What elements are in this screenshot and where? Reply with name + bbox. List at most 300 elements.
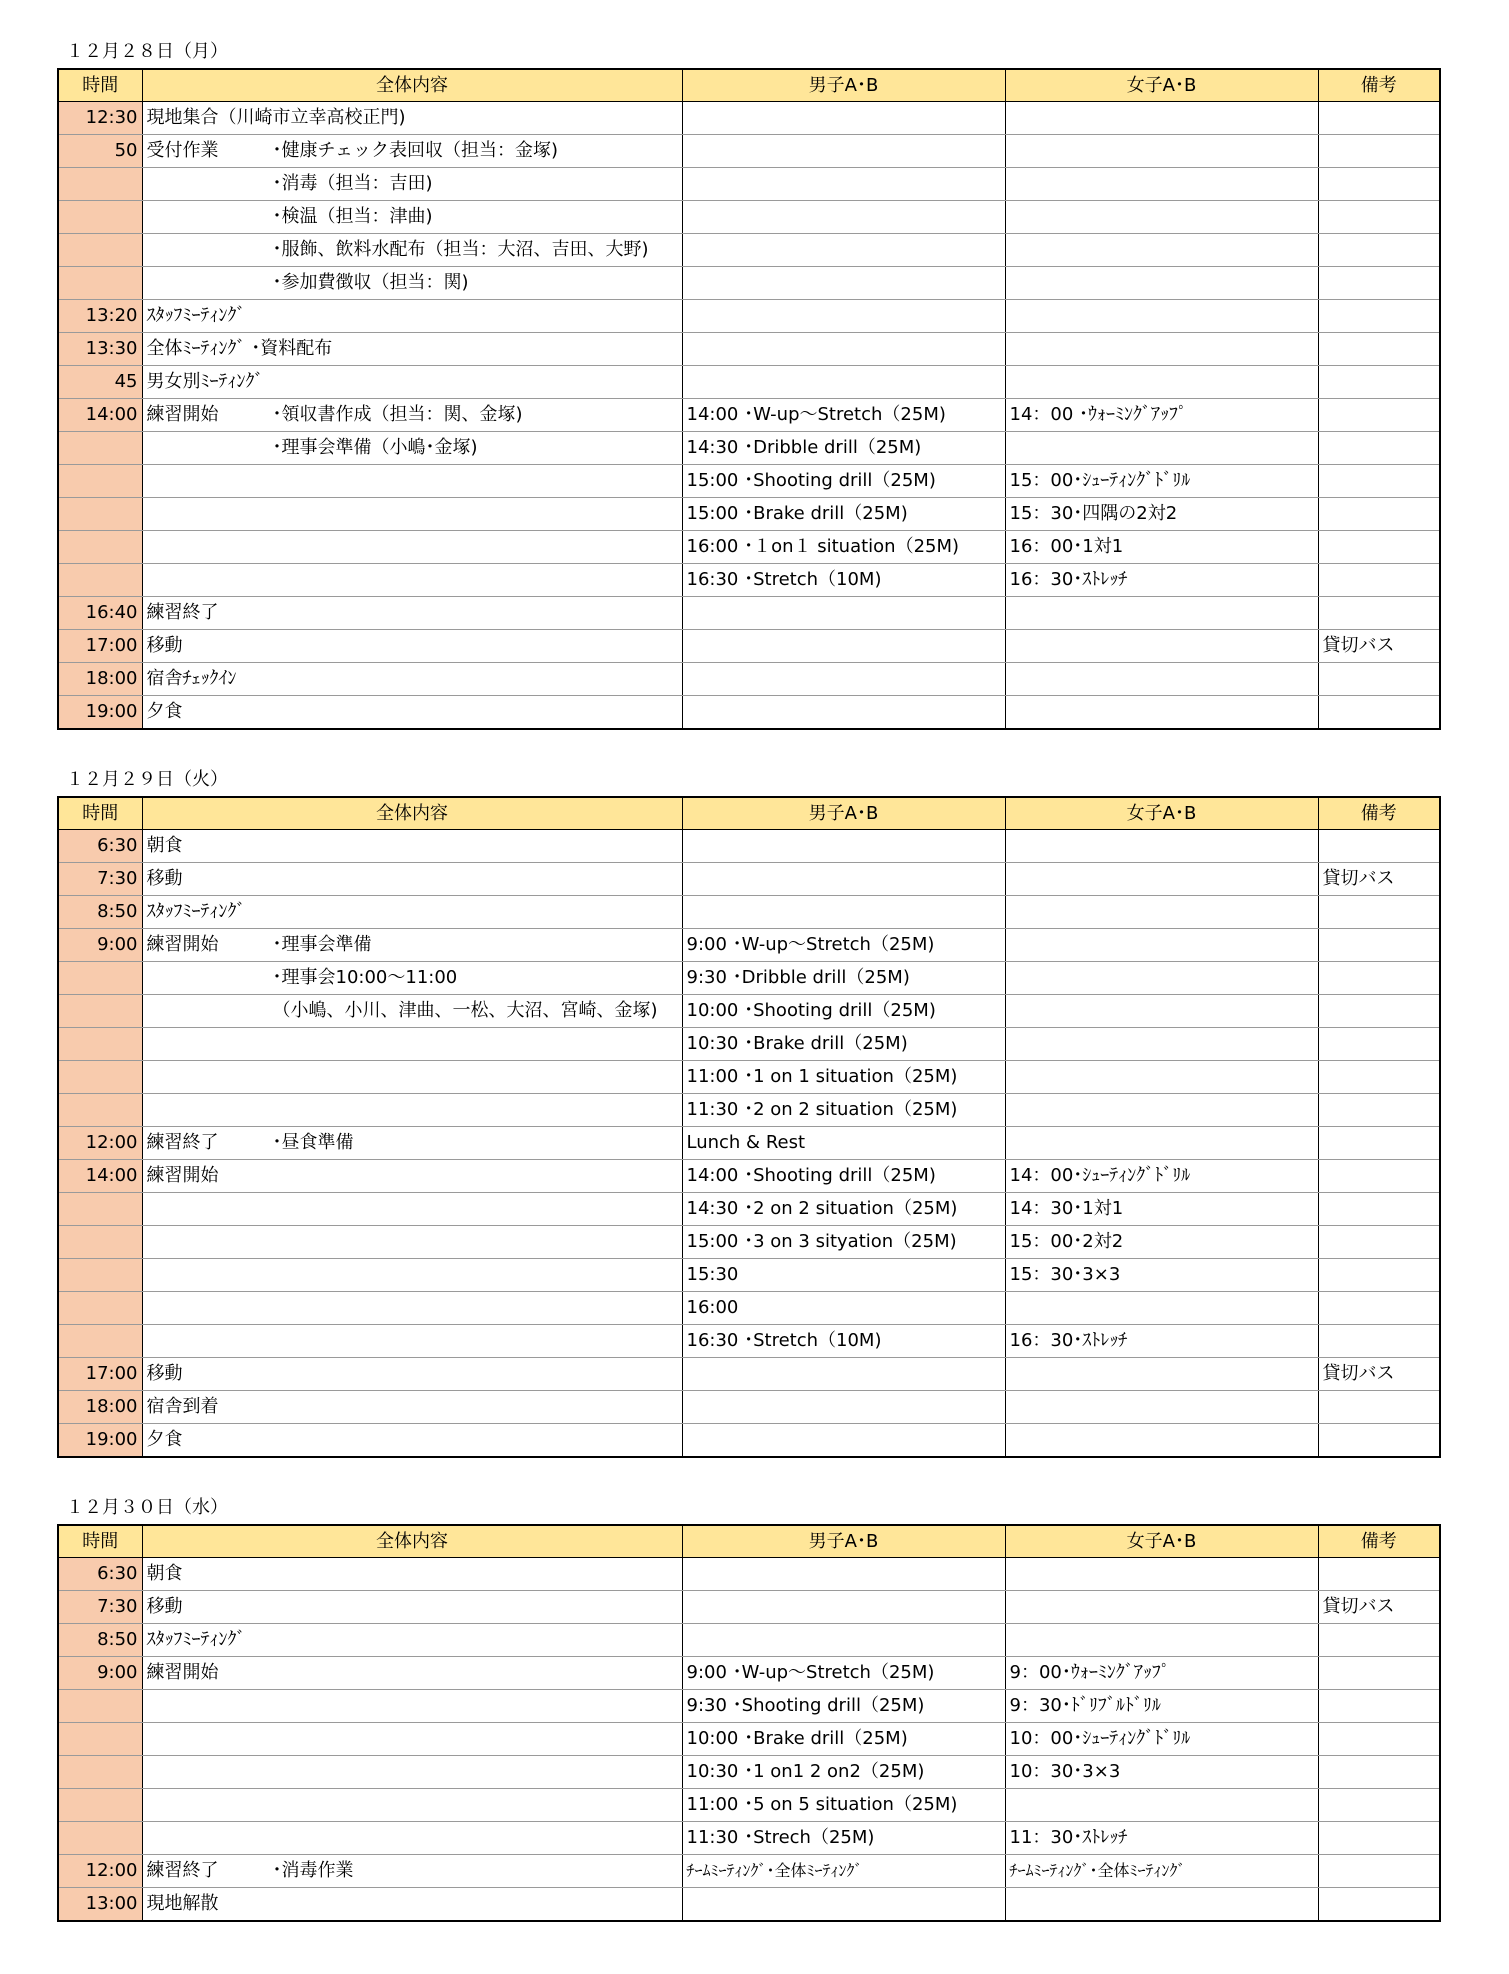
note-cell <box>1318 564 1440 597</box>
header-boys: 男子A･B <box>682 797 1005 830</box>
time-cell <box>58 1789 142 1822</box>
note-cell <box>1318 531 1440 564</box>
table-row <box>58 962 1440 995</box>
girls-cell: 15：00･2対2 <box>1005 1226 1318 1259</box>
girls-cell <box>1005 1127 1318 1160</box>
time-cell: 18:00 <box>58 1391 142 1424</box>
time-cell <box>58 432 142 465</box>
header-girls: 女子A･B <box>1005 1525 1318 1558</box>
note-cell <box>1318 399 1440 432</box>
girls-cell <box>1005 896 1318 929</box>
note-cell <box>1318 432 1440 465</box>
girls-cell <box>1005 1358 1318 1391</box>
time-cell: 12:00 <box>58 1127 142 1160</box>
table-row <box>58 498 1440 531</box>
table-row <box>58 1888 1440 1922</box>
content-cell <box>142 1061 682 1094</box>
content-cell: 練習開始 ･領収書作成（担当：関、金塚) <box>142 399 682 432</box>
boys-cell <box>682 366 1005 399</box>
time-cell: 14:00 <box>58 399 142 432</box>
note-cell <box>1318 896 1440 929</box>
boys-cell: 14:00 ･Shooting drill（25M) <box>682 1160 1005 1193</box>
boys-cell: 9:00 ･W-up～Stretch（25M) <box>682 1657 1005 1690</box>
content-cell: 移動 <box>142 1591 682 1624</box>
header-time: 時間 <box>58 797 142 830</box>
time-cell: 13:20 <box>58 300 142 333</box>
table-row <box>58 1690 1440 1723</box>
boys-cell: 14:30 ･Dribble drill（25M) <box>682 432 1005 465</box>
table-row <box>58 135 1440 168</box>
girls-cell <box>1005 830 1318 863</box>
content-cell: 移動 <box>142 863 682 896</box>
girls-cell: 15：30･四隅の2対2 <box>1005 498 1318 531</box>
note-cell <box>1318 830 1440 863</box>
table-row <box>58 1292 1440 1325</box>
note-cell <box>1318 1855 1440 1888</box>
note-cell: 貸切バス <box>1318 1358 1440 1391</box>
content-cell: 現地解散 <box>142 1888 682 1922</box>
table-row <box>58 1127 1440 1160</box>
table-row <box>58 1061 1440 1094</box>
girls-cell <box>1005 333 1318 366</box>
time-cell <box>58 564 142 597</box>
content-cell: 練習終了 <box>142 597 682 630</box>
girls-cell <box>1005 1292 1318 1325</box>
girls-cell <box>1005 168 1318 201</box>
time-cell <box>58 465 142 498</box>
boys-cell: 14:00 ･W-up～Stretch（25M) <box>682 399 1005 432</box>
girls-cell: 16：30･ｽﾄﾚｯﾁ <box>1005 564 1318 597</box>
time-cell <box>58 234 142 267</box>
girls-cell: 10：30･3×3 <box>1005 1756 1318 1789</box>
table-row <box>58 1028 1440 1061</box>
content-sub-item: ･理事会準備 <box>272 934 372 955</box>
table-row <box>58 1591 1440 1624</box>
girls-cell: 9：00･ｳｫｰﾐﾝｸﾞｱｯﾌﾟ <box>1005 1657 1318 1690</box>
content-cell <box>142 1789 682 1822</box>
table-row <box>58 1723 1440 1756</box>
time-cell <box>58 1061 142 1094</box>
content-cell: 宿舎ﾁｪｯｸｲﾝ <box>142 663 682 696</box>
table-row <box>58 1094 1440 1127</box>
note-cell <box>1318 168 1440 201</box>
girls-cell <box>1005 1061 1318 1094</box>
boys-cell: 16:30 ･Stretch（10M) <box>682 1325 1005 1358</box>
note-cell <box>1318 267 1440 300</box>
table-row <box>58 1558 1440 1591</box>
content-cell: 受付作業 ･健康チェック表回収（担当：金塚) <box>142 135 682 168</box>
boys-cell: 10:00 ･Shooting drill（25M) <box>682 995 1005 1028</box>
time-cell <box>58 1259 142 1292</box>
content-cell: 夕食 <box>142 696 682 730</box>
time-cell: 12:30 <box>58 102 142 135</box>
time-cell: 17:00 <box>58 1358 142 1391</box>
table-row <box>58 1226 1440 1259</box>
header-time: 時間 <box>58 69 142 102</box>
boys-cell: 9:00 ･W-up～Stretch（25M) <box>682 929 1005 962</box>
content-sub-item: ･昼食準備 <box>272 1132 354 1153</box>
boys-cell <box>682 1888 1005 1922</box>
time-cell <box>58 1756 142 1789</box>
time-cell: 19:00 <box>58 1424 142 1458</box>
time-cell <box>58 1193 142 1226</box>
girls-cell <box>1005 234 1318 267</box>
table-row <box>58 168 1440 201</box>
table-row <box>58 300 1440 333</box>
content-cell: 練習開始 <box>142 1160 682 1193</box>
girls-cell <box>1005 995 1318 1028</box>
note-cell <box>1318 1756 1440 1789</box>
table-row <box>58 995 1440 1028</box>
content-cell <box>142 1822 682 1855</box>
time-cell: 9:00 <box>58 1657 142 1690</box>
girls-cell <box>1005 962 1318 995</box>
content-cell: ｽﾀｯﾌﾐｰﾃｨﾝｸﾞ <box>142 896 682 929</box>
boys-cell: 11:30 ･2 on 2 situation（25M) <box>682 1094 1005 1127</box>
boys-cell <box>682 1424 1005 1458</box>
header-girls: 女子A･B <box>1005 797 1318 830</box>
content-cell: 宿舎到着 <box>142 1391 682 1424</box>
girls-cell: 14：30･1対1 <box>1005 1193 1318 1226</box>
time-cell <box>58 962 142 995</box>
girls-cell <box>1005 929 1318 962</box>
boys-cell: Lunch & Rest <box>682 1127 1005 1160</box>
time-cell: 14:00 <box>58 1160 142 1193</box>
girls-cell: 9：30･ﾄﾞﾘﾌﾞﾙﾄﾞﾘﾙ <box>1005 1690 1318 1723</box>
time-cell: 16:40 <box>58 597 142 630</box>
content-cell <box>142 1226 682 1259</box>
content-cell <box>142 1690 682 1723</box>
content-cell: 練習開始 <box>142 1657 682 1690</box>
table-row <box>58 696 1440 730</box>
time-cell <box>58 1292 142 1325</box>
time-cell: 7:30 <box>58 863 142 896</box>
time-cell: 7:30 <box>58 1591 142 1624</box>
content-cell <box>142 1723 682 1756</box>
content-cell <box>142 564 682 597</box>
table-row <box>58 399 1440 432</box>
content-cell <box>142 1094 682 1127</box>
girls-cell: 15：30･3×3 <box>1005 1259 1318 1292</box>
boys-cell <box>682 333 1005 366</box>
note-cell <box>1318 1558 1440 1591</box>
content-cell: 練習終了 ･昼食準備 <box>142 1127 682 1160</box>
content-sub-item: ･健康チェック表回収（担当：金塚) <box>272 140 558 161</box>
note-cell <box>1318 1193 1440 1226</box>
note-cell <box>1318 498 1440 531</box>
table-row <box>58 333 1440 366</box>
table-row <box>58 201 1440 234</box>
header-note: 備考 <box>1318 69 1440 102</box>
note-cell <box>1318 300 1440 333</box>
girls-cell: 14：00 ･ｳｫｰﾐﾝｸﾞｱｯﾌﾟ <box>1005 399 1318 432</box>
table-row <box>58 1756 1440 1789</box>
boys-cell: 10:00 ･Brake drill（25M) <box>682 1723 1005 1756</box>
boys-cell <box>682 863 1005 896</box>
time-cell <box>58 168 142 201</box>
girls-cell <box>1005 366 1318 399</box>
note-cell <box>1318 1061 1440 1094</box>
note-cell <box>1318 929 1440 962</box>
table-row <box>58 1259 1440 1292</box>
boys-cell: 15:00 ･Shooting drill（25M) <box>682 465 1005 498</box>
time-cell: 8:50 <box>58 896 142 929</box>
note-cell <box>1318 1160 1440 1193</box>
boys-cell: 11:00 ･1 on 1 situation（25M) <box>682 1061 1005 1094</box>
boys-cell <box>682 696 1005 730</box>
content-cell <box>142 465 682 498</box>
schedule-table <box>57 796 1441 1458</box>
time-cell <box>58 1723 142 1756</box>
note-cell <box>1318 1325 1440 1358</box>
boys-cell <box>682 102 1005 135</box>
content-sub-item: ･理事会10:00～11:00 <box>272 967 458 988</box>
content-sub-item: ･理事会準備（小嶋･金塚) <box>272 437 478 458</box>
girls-cell <box>1005 1558 1318 1591</box>
table-row <box>58 863 1440 896</box>
boys-cell: 11:00 ･5 on 5 situation（25M) <box>682 1789 1005 1822</box>
content-cell <box>142 1756 682 1789</box>
girls-cell: ﾁｰﾑﾐｰﾃｨﾝｸﾞ･全体ﾐｰﾃｨﾝｸﾞ <box>1005 1855 1318 1888</box>
header-content: 全体内容 <box>142 797 682 830</box>
girls-cell: 10：00･ｼｭｰﾃｨﾝｸﾞﾄﾞﾘﾙ <box>1005 1723 1318 1756</box>
time-cell <box>58 995 142 1028</box>
note-cell <box>1318 465 1440 498</box>
boys-cell <box>682 1591 1005 1624</box>
content-cell: ｽﾀｯﾌﾐｰﾃｨﾝｸﾞ <box>142 1624 682 1657</box>
boys-cell <box>682 267 1005 300</box>
content-sub-item: ･消毒作業 <box>272 1860 354 1881</box>
girls-cell <box>1005 102 1318 135</box>
girls-cell <box>1005 432 1318 465</box>
table-row <box>58 663 1440 696</box>
day-title: １２月２９日（火） <box>66 769 228 790</box>
content-cell <box>142 1193 682 1226</box>
girls-cell <box>1005 597 1318 630</box>
content-cell: 男女別ﾐｰﾃｨﾝｸﾞ <box>142 366 682 399</box>
content-sub-item: ･服飾、飲料水配布（担当：大沼、吉田、大野) <box>272 239 649 260</box>
boys-cell <box>682 234 1005 267</box>
note-cell <box>1318 1888 1440 1922</box>
table-row <box>58 830 1440 863</box>
time-cell <box>58 1325 142 1358</box>
note-cell <box>1318 1259 1440 1292</box>
girls-cell <box>1005 1789 1318 1822</box>
boys-cell: 14:30 ･2 on 2 situation（25M) <box>682 1193 1005 1226</box>
note-cell <box>1318 1391 1440 1424</box>
content-sub-item: ･参加費徴収（担当：関) <box>272 272 469 293</box>
note-cell <box>1318 333 1440 366</box>
boys-cell: 15:00 ･Brake drill（25M) <box>682 498 1005 531</box>
content-cell <box>142 498 682 531</box>
table-row <box>58 1391 1440 1424</box>
table-row <box>58 1624 1440 1657</box>
boys-cell: 15:30 <box>682 1259 1005 1292</box>
girls-cell <box>1005 300 1318 333</box>
content-cell: 現地集合（川崎市立幸高校正門) <box>142 102 682 135</box>
content-cell <box>142 432 682 465</box>
table-row <box>58 1789 1440 1822</box>
girls-cell <box>1005 1888 1318 1922</box>
girls-cell <box>1005 1094 1318 1127</box>
note-cell <box>1318 1789 1440 1822</box>
time-cell <box>58 1028 142 1061</box>
table-row <box>58 465 1440 498</box>
note-cell <box>1318 597 1440 630</box>
table-row <box>58 102 1440 135</box>
note-cell <box>1318 962 1440 995</box>
boys-cell <box>682 201 1005 234</box>
content-cell: 全体ﾐｰﾃｨﾝｸﾞ ･資料配布 <box>142 333 682 366</box>
boys-cell: 10:30 ･1 on1 2 on2（25M) <box>682 1756 1005 1789</box>
time-cell: 50 <box>58 135 142 168</box>
time-cell: 17:00 <box>58 630 142 663</box>
girls-cell <box>1005 1424 1318 1458</box>
header-boys: 男子A･B <box>682 69 1005 102</box>
content-cell <box>142 1028 682 1061</box>
boys-cell: 9:30 ･Shooting drill（25M) <box>682 1690 1005 1723</box>
content-sub-item: ･消毒（担当：吉田) <box>272 173 433 194</box>
time-cell <box>58 1094 142 1127</box>
note-cell <box>1318 1094 1440 1127</box>
boys-cell <box>682 896 1005 929</box>
girls-cell <box>1005 663 1318 696</box>
girls-cell <box>1005 135 1318 168</box>
header-note: 備考 <box>1318 797 1440 830</box>
boys-cell <box>682 663 1005 696</box>
content-cell <box>142 531 682 564</box>
time-cell: 13:00 <box>58 1888 142 1922</box>
time-cell: 9:00 <box>58 929 142 962</box>
girls-cell: 16：00･1対1 <box>1005 531 1318 564</box>
content-cell <box>142 962 682 995</box>
table-row <box>58 1193 1440 1226</box>
content-cell: ｽﾀｯﾌﾐｰﾃｨﾝｸﾞ <box>142 300 682 333</box>
boys-cell: 15:00 ･3 on 3 sityation（25M) <box>682 1226 1005 1259</box>
header-time: 時間 <box>58 1525 142 1558</box>
boys-cell: 11:30 ･Strech（25M) <box>682 1822 1005 1855</box>
table-row <box>58 234 1440 267</box>
boys-cell <box>682 135 1005 168</box>
boys-cell: 16:30 ･Stretch（10M) <box>682 564 1005 597</box>
girls-cell <box>1005 1391 1318 1424</box>
table-row <box>58 929 1440 962</box>
note-cell <box>1318 201 1440 234</box>
girls-cell <box>1005 1624 1318 1657</box>
schedule-table <box>57 1524 1441 1922</box>
note-cell <box>1318 663 1440 696</box>
table-row <box>58 432 1440 465</box>
boys-cell <box>682 1358 1005 1391</box>
time-cell <box>58 267 142 300</box>
table-row <box>58 1657 1440 1690</box>
content-sub-item: （小嶋、小川、津曲、一松、大沼、宮崎、金塚) <box>272 1000 658 1021</box>
content-cell: 朝食 <box>142 830 682 863</box>
table-row <box>58 531 1440 564</box>
time-cell: 6:30 <box>58 1558 142 1591</box>
time-cell <box>58 1822 142 1855</box>
note-cell <box>1318 696 1440 730</box>
boys-cell: 16:00 <box>682 1292 1005 1325</box>
note-cell: 貸切バス <box>1318 863 1440 896</box>
girls-cell <box>1005 630 1318 663</box>
table-row <box>58 1325 1440 1358</box>
header-boys: 男子A･B <box>682 1525 1005 1558</box>
content-sub-item: ･検温（担当：津曲) <box>272 206 433 227</box>
boys-cell <box>682 168 1005 201</box>
girls-cell: 14：00･ｼｭｰﾃｨﾝｸﾞﾄﾞﾘﾙ <box>1005 1160 1318 1193</box>
content-cell: 練習終了 ･消毒作業 <box>142 1855 682 1888</box>
time-cell: 6:30 <box>58 830 142 863</box>
table-row <box>58 1358 1440 1391</box>
table-row <box>58 267 1440 300</box>
note-cell <box>1318 1127 1440 1160</box>
table-row <box>58 597 1440 630</box>
time-cell: 8:50 <box>58 1624 142 1657</box>
content-cell <box>142 1259 682 1292</box>
header-content: 全体内容 <box>142 69 682 102</box>
table-row <box>58 896 1440 929</box>
content-cell <box>142 267 682 300</box>
girls-cell: 15：00･ｼｭｰﾃｨﾝｸﾞﾄﾞﾘﾙ <box>1005 465 1318 498</box>
girls-cell: 16：30･ｽﾄﾚｯﾁ <box>1005 1325 1318 1358</box>
time-cell: 13:30 <box>58 333 142 366</box>
boys-cell <box>682 830 1005 863</box>
content-cell <box>142 1325 682 1358</box>
header-girls: 女子A･B <box>1005 69 1318 102</box>
note-cell <box>1318 995 1440 1028</box>
note-cell: 貸切バス <box>1318 1591 1440 1624</box>
note-cell <box>1318 135 1440 168</box>
girls-cell <box>1005 863 1318 896</box>
time-cell <box>58 531 142 564</box>
note-cell <box>1318 1822 1440 1855</box>
table-row <box>58 1424 1440 1458</box>
note-cell <box>1318 234 1440 267</box>
boys-cell <box>682 1391 1005 1424</box>
time-cell: 12:00 <box>58 1855 142 1888</box>
content-cell: 移動 <box>142 1358 682 1391</box>
note-cell <box>1318 1028 1440 1061</box>
table-row <box>58 630 1440 663</box>
content-cell: 朝食 <box>142 1558 682 1591</box>
time-cell <box>58 1690 142 1723</box>
note-cell <box>1318 1292 1440 1325</box>
content-sub-item: ･領収書作成（担当：関、金塚) <box>272 404 523 425</box>
header-note: 備考 <box>1318 1525 1440 1558</box>
note-cell: 貸切バス <box>1318 630 1440 663</box>
note-cell <box>1318 102 1440 135</box>
day-title: １２月３０日（水） <box>66 1497 228 1518</box>
time-cell <box>58 201 142 234</box>
note-cell <box>1318 1690 1440 1723</box>
table-row <box>58 1160 1440 1193</box>
boys-cell: 10:30 ･Brake drill（25M) <box>682 1028 1005 1061</box>
content-cell: 夕食 <box>142 1424 682 1458</box>
boys-cell: 16:00 ･１on１ situation（25M) <box>682 531 1005 564</box>
boys-cell <box>682 300 1005 333</box>
boys-cell <box>682 1558 1005 1591</box>
boys-cell <box>682 1624 1005 1657</box>
content-cell <box>142 1292 682 1325</box>
boys-cell: 9:30 ･Dribble drill（25M) <box>682 962 1005 995</box>
time-cell: 18:00 <box>58 663 142 696</box>
boys-cell: ﾁｰﾑﾐｰﾃｨﾝｸﾞ･全体ﾐｰﾃｨﾝｸﾞ <box>682 1855 1005 1888</box>
girls-cell <box>1005 1591 1318 1624</box>
content-cell <box>142 168 682 201</box>
header-content: 全体内容 <box>142 1525 682 1558</box>
boys-cell <box>682 630 1005 663</box>
